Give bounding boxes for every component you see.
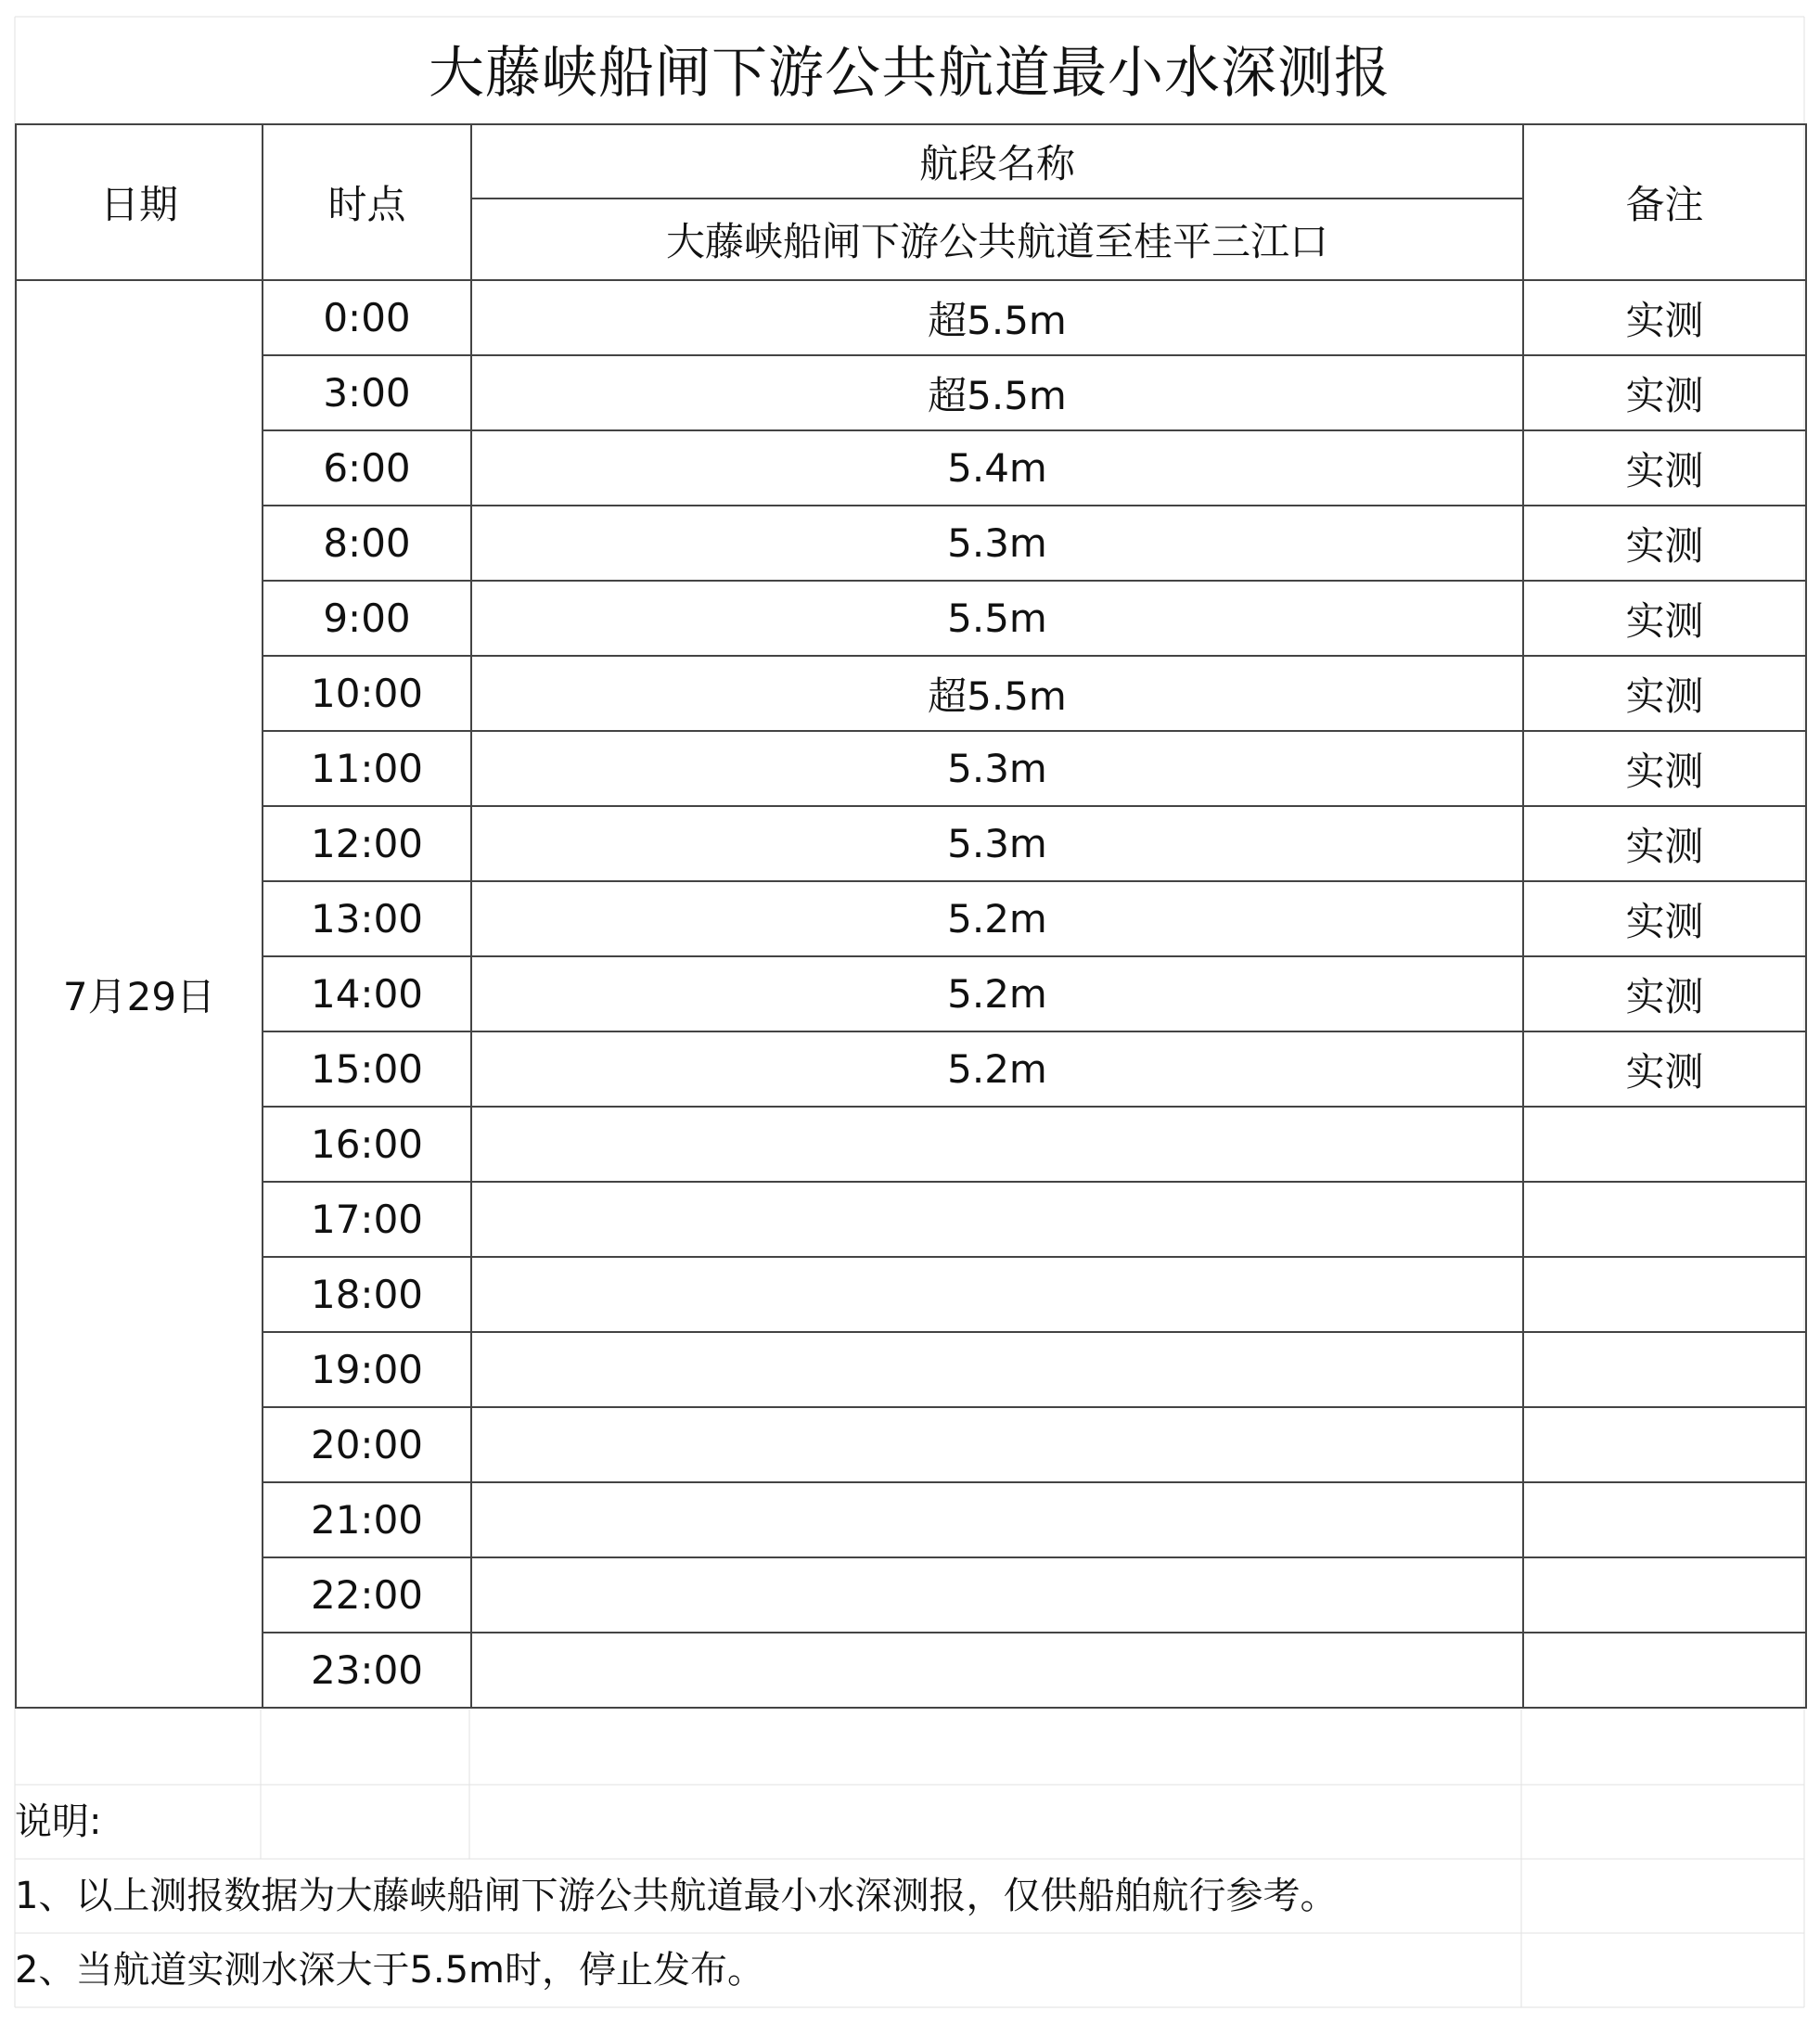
notes-line-1: 1、以上测报数据为大藤峡船闸下游公共航道最小水深测报，仅供船舶航行参考。 — [15, 1875, 1338, 1917]
depth-report-table — [15, 123, 1807, 1709]
remark-cell — [1523, 1182, 1806, 1257]
depth-cell: 超5.5m — [471, 656, 1523, 731]
header-section-name: 大藤峡船闸下游公共航道至桂平三江口 — [471, 199, 1523, 280]
table-row — [16, 731, 1806, 806]
remark-cell: 实测 — [1523, 1031, 1806, 1107]
remark-cell: 实测 — [1523, 806, 1806, 881]
table-row — [16, 881, 1806, 956]
table-row — [16, 581, 1806, 656]
header-remark: 备注 — [1523, 124, 1806, 280]
remark-cell — [1523, 1482, 1806, 1557]
depth-cell: 超5.5m — [471, 355, 1523, 430]
time-cell: 12:00 — [263, 806, 471, 881]
table-row — [16, 1557, 1806, 1633]
table-row — [16, 1257, 1806, 1332]
page-title: 大藤峡船闸下游公共航道最小水深测报 — [429, 41, 1391, 106]
depth-cell: 5.5m — [471, 581, 1523, 656]
table-row — [16, 1332, 1806, 1407]
remark-cell: 实测 — [1523, 430, 1806, 506]
depth-cell — [471, 1107, 1523, 1182]
depth-cell — [471, 1332, 1523, 1407]
time-cell: 20:00 — [263, 1407, 471, 1482]
table-row — [16, 1031, 1806, 1107]
time-cell: 6:00 — [263, 430, 471, 506]
depth-cell: 超5.5m — [471, 280, 1523, 355]
table-row — [16, 1182, 1806, 1257]
header-date: 日期 — [16, 124, 263, 280]
remark-cell: 实测 — [1523, 280, 1806, 355]
time-cell: 9:00 — [263, 581, 471, 656]
depth-cell: 5.3m — [471, 806, 1523, 881]
header-row-1 — [16, 124, 1806, 199]
notes-heading: 说明: — [15, 1800, 102, 1843]
remark-cell — [1523, 1407, 1806, 1482]
remark-cell: 实测 — [1523, 731, 1806, 806]
table-row — [16, 806, 1806, 881]
notes-line-2: 2、当航道实测水深大于5.5m时，停止发布。 — [15, 1949, 765, 1992]
time-cell: 16:00 — [263, 1107, 471, 1182]
remark-cell — [1523, 1107, 1806, 1182]
time-cell: 18:00 — [263, 1257, 471, 1332]
time-cell: 8:00 — [263, 506, 471, 581]
depth-cell: 5.3m — [471, 506, 1523, 581]
remark-cell: 实测 — [1523, 581, 1806, 656]
table-row — [16, 355, 1806, 430]
table-row — [16, 506, 1806, 581]
date-cell: 7月29日 — [16, 280, 263, 1708]
table-row — [16, 430, 1806, 506]
time-cell: 10:00 — [263, 656, 471, 731]
remark-cell — [1523, 1557, 1806, 1633]
depth-cell: 5.2m — [471, 1031, 1523, 1107]
time-cell: 23:00 — [263, 1633, 471, 1708]
remark-cell: 实测 — [1523, 656, 1806, 731]
depth-cell — [471, 1182, 1523, 1257]
remark-cell — [1523, 1257, 1806, 1332]
table-row — [16, 1407, 1806, 1482]
time-cell: 0:00 — [263, 280, 471, 355]
remark-cell: 实测 — [1523, 956, 1806, 1031]
depth-cell: 5.4m — [471, 430, 1523, 506]
time-cell: 15:00 — [263, 1031, 471, 1107]
header-section-group: 航段名称 — [471, 124, 1523, 199]
time-cell: 3:00 — [263, 355, 471, 430]
table-row — [16, 1482, 1806, 1557]
time-cell: 21:00 — [263, 1482, 471, 1557]
depth-cell — [471, 1633, 1523, 1708]
depth-cell — [471, 1257, 1523, 1332]
table-row — [16, 656, 1806, 731]
header-time: 时点 — [263, 124, 471, 280]
table-body — [16, 124, 1806, 1708]
time-cell: 14:00 — [263, 956, 471, 1031]
time-cell: 11:00 — [263, 731, 471, 806]
depth-cell: 5.2m — [471, 881, 1523, 956]
depth-cell — [471, 1557, 1523, 1633]
time-cell: 19:00 — [263, 1332, 471, 1407]
time-cell: 22:00 — [263, 1557, 471, 1633]
time-cell: 13:00 — [263, 881, 471, 956]
table-row — [16, 280, 1806, 355]
depth-cell — [471, 1407, 1523, 1482]
remark-cell — [1523, 1633, 1806, 1708]
remark-cell: 实测 — [1523, 506, 1806, 581]
table-row — [16, 1633, 1806, 1708]
table-row — [16, 1107, 1806, 1182]
depth-cell — [471, 1482, 1523, 1557]
depth-cell: 5.2m — [471, 956, 1523, 1031]
time-cell: 17:00 — [263, 1182, 471, 1257]
depth-cell: 5.3m — [471, 731, 1523, 806]
remark-cell — [1523, 1332, 1806, 1407]
remark-cell: 实测 — [1523, 355, 1806, 430]
table-row — [16, 956, 1806, 1031]
remark-cell: 实测 — [1523, 881, 1806, 956]
